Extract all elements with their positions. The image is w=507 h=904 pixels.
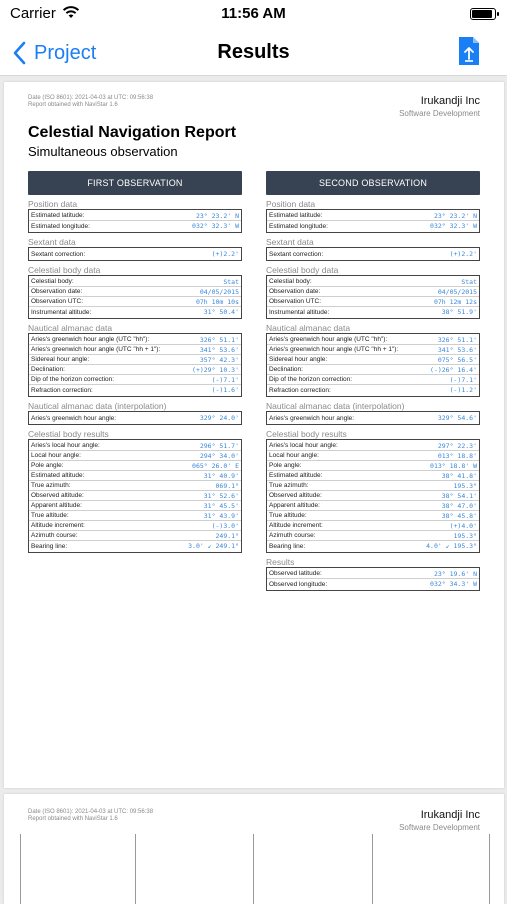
second-observation-column	[266, 171, 480, 591]
row-value: (+)2.2'	[211, 250, 239, 258]
table-row	[267, 451, 479, 461]
row-label: Refraction correction:	[269, 386, 331, 394]
row-label: Sextant correction:	[31, 250, 86, 258]
data-table	[28, 209, 242, 233]
row-label: True altitude:	[31, 512, 69, 519]
table-row	[29, 441, 241, 451]
row-label: Local hour angle:	[31, 452, 81, 459]
row-label: Estimated altitude:	[269, 472, 323, 479]
row-label: Bearing line:	[269, 542, 306, 550]
row-value: 326° 51.1'	[199, 335, 239, 344]
row-label: Pole angle:	[269, 462, 302, 469]
section-title: Position data	[28, 199, 78, 209]
table-row	[267, 501, 479, 511]
data-table	[266, 333, 480, 397]
row-label: Azimuth course:	[31, 532, 78, 539]
section-title: Nautical almanac data	[28, 323, 113, 333]
row-value: (-)1.6'	[211, 386, 239, 394]
data-table	[266, 247, 480, 261]
row-label: Aries's local hour angle:	[269, 442, 338, 449]
table-row	[267, 211, 479, 221]
row-value: 069.1°	[215, 481, 239, 490]
back-button-label: Project	[34, 41, 97, 64]
data-table	[266, 411, 480, 425]
row-label: Aries's local hour angle:	[31, 442, 100, 449]
table-row	[267, 355, 479, 365]
row-value: 249.1°	[215, 531, 239, 540]
table-row	[267, 461, 479, 471]
data-table	[28, 439, 242, 553]
table-row	[29, 307, 241, 317]
report-page-1	[4, 82, 504, 788]
row-value: 31° 43.9'	[203, 511, 239, 520]
section-title: Celestial body data	[28, 265, 101, 275]
carrier-label: Carrier	[10, 5, 56, 22]
report-date: Date (ISO 8601): 2021-04-03 at UTC: 09:56:38	[28, 95, 154, 101]
first-observation-button[interactable]: FIRST OBSERVATION	[28, 171, 242, 195]
row-label: Pole angle:	[31, 462, 64, 469]
table-row	[267, 511, 479, 521]
row-label: Estimated longitude:	[31, 222, 90, 230]
section-title: Celestial body data	[266, 265, 339, 275]
row-value: 04/05/2015	[199, 287, 239, 296]
row-label: Apparent altitude:	[31, 502, 82, 509]
row-value: 294° 34.0'	[199, 451, 239, 460]
section-title: Nautical almanac data	[266, 323, 351, 333]
row-label: Estimated longitude:	[269, 222, 328, 230]
row-label: Altitude increment:	[31, 522, 85, 529]
table-row	[267, 375, 479, 385]
row-value: 23° 23.2' N	[195, 211, 239, 220]
table-row	[267, 297, 479, 307]
row-value: 065° 26.0' E	[192, 461, 239, 470]
data-table	[266, 567, 480, 591]
row-label: Celestial body:	[269, 278, 312, 285]
table-row	[267, 335, 479, 345]
data-table	[28, 247, 242, 261]
row-value: 195.3°	[453, 531, 477, 540]
row-label: Dip of the horizon correction:	[269, 376, 353, 383]
company-subtitle: Software Development	[399, 823, 480, 832]
row-value: 329° 24.0'	[199, 414, 239, 422]
row-value: (-)7.1'	[449, 375, 477, 384]
table-row	[29, 451, 241, 461]
table-row	[29, 221, 241, 231]
row-value: 31° 40.9'	[203, 471, 239, 480]
row-value: 341° 53.6'	[199, 345, 239, 354]
row-label: Local hour angle:	[269, 452, 319, 459]
page-2-grid	[20, 834, 490, 904]
table-row	[29, 375, 241, 385]
row-label: True azimuth:	[269, 482, 309, 489]
row-label: Estimated latitude:	[31, 212, 85, 219]
section-title: Celestial body results	[266, 429, 347, 439]
row-value: 013° 18.8' W	[430, 461, 477, 470]
row-value: (-)26° 16.4'	[430, 365, 477, 374]
table-row	[267, 441, 479, 451]
report-title: Celestial Navigation Report	[28, 124, 237, 141]
data-table	[266, 275, 480, 319]
row-label: Refraction correction:	[31, 386, 93, 394]
report-subtitle: Simultaneous observation	[28, 144, 178, 159]
section-title: Position data	[266, 199, 316, 209]
table-row	[29, 521, 241, 531]
table-row	[29, 501, 241, 511]
table-row	[29, 335, 241, 345]
data-table	[28, 411, 242, 425]
row-value: 38° 54.1'	[441, 491, 477, 500]
row-label: True azimuth:	[31, 482, 71, 489]
row-value: 31° 52.6'	[203, 491, 239, 500]
section-title: Sextant data	[28, 237, 76, 247]
status-bar	[0, 0, 507, 30]
table-row	[29, 481, 241, 491]
row-value: 23° 23.2' N	[433, 211, 477, 220]
row-label: Sidereal hour angle:	[31, 356, 90, 363]
table-row	[29, 491, 241, 501]
table-row	[267, 521, 479, 531]
section-title: Nautical almanac data (interpolation)	[28, 401, 167, 411]
row-value: 38° 45.8'	[441, 511, 477, 520]
row-label: Declination:	[31, 366, 65, 373]
row-label: Observed altitude:	[269, 492, 322, 499]
row-label: Observation UTC:	[269, 298, 322, 305]
company-name: Irukandji Inc	[420, 809, 480, 821]
row-value: 31° 45.5'	[203, 501, 239, 510]
row-label: Observation UTC:	[31, 298, 84, 305]
row-value: 4.0' ↙ 195.3°	[426, 542, 477, 550]
report-obtained: Report obtained with NaviStar 1.6	[28, 816, 118, 822]
table-row	[29, 277, 241, 287]
row-label: Sidereal hour angle:	[269, 356, 328, 363]
row-value: 3.0' ↙ 249.1°	[188, 542, 239, 550]
table-row	[29, 531, 241, 541]
row-value: 296° 51.7'	[199, 441, 239, 450]
row-label: Altitude increment:	[269, 522, 323, 529]
row-value: (-)3.0'	[211, 521, 239, 530]
table-row	[29, 365, 241, 375]
row-label: Aries's greenwich hour angle:	[269, 414, 355, 422]
table-row	[29, 249, 241, 259]
table-row	[29, 413, 241, 423]
row-value: 31° 50.4'	[203, 308, 239, 316]
row-value: 357° 42.3'	[199, 355, 239, 364]
data-table	[266, 439, 480, 553]
table-row	[267, 471, 479, 481]
company-name: Irukandji Inc	[420, 95, 480, 107]
data-table	[28, 333, 242, 397]
table-row	[29, 511, 241, 521]
table-row	[267, 385, 479, 395]
row-label: Instrumental altitude:	[269, 308, 330, 316]
data-table	[28, 275, 242, 319]
row-value: 341° 53.6'	[437, 345, 477, 354]
first-observation-column	[28, 171, 242, 553]
row-value: 032° 34.3' W	[430, 580, 477, 588]
row-value: 23° 19.6' N	[433, 569, 477, 578]
table-row	[29, 211, 241, 221]
row-value: (+)2.2'	[449, 250, 477, 258]
battery-icon	[470, 8, 496, 20]
row-value: (-)1.2'	[449, 386, 477, 394]
table-row	[267, 579, 479, 589]
table-row	[29, 471, 241, 481]
report-obtained: Report obtained with NaviStar 1.6	[28, 102, 118, 108]
page-title: Results	[217, 41, 290, 63]
row-value: (-)7.1'	[211, 375, 239, 384]
table-row	[267, 221, 479, 231]
row-value: Stat	[223, 277, 239, 286]
row-value: 38° 41.8'	[441, 471, 477, 480]
row-label: Declination:	[269, 366, 303, 373]
table-row	[29, 541, 241, 551]
row-value: 07h 12m 12s	[433, 297, 477, 306]
table-row	[267, 541, 479, 551]
row-label: Observed longitude:	[269, 580, 328, 588]
row-label: Bearing line:	[31, 542, 68, 550]
table-row	[267, 249, 479, 259]
table-row	[29, 287, 241, 297]
table-row	[267, 287, 479, 297]
table-row	[29, 355, 241, 365]
row-value: 38° 51.9'	[441, 308, 477, 316]
row-label: Celestial body:	[31, 278, 74, 285]
table-row	[267, 307, 479, 317]
row-label: Aries's greenwich hour angle (UTC "hh + 1"):	[31, 346, 161, 353]
row-value: 07h 10m 10s	[195, 297, 239, 306]
section-title: Nautical almanac data (interpolation)	[266, 401, 405, 411]
row-label: Aries's greenwich hour angle (UTC "hh"):	[269, 336, 388, 343]
table-row	[267, 345, 479, 355]
row-value: 38° 47.0'	[441, 501, 477, 510]
row-value: 032° 32.3' W	[430, 222, 477, 230]
table-row	[29, 345, 241, 355]
table-row	[267, 481, 479, 491]
navigation-bar	[0, 30, 507, 76]
row-label: Sextant correction:	[269, 250, 324, 258]
table-row	[267, 569, 479, 579]
row-label: Observed latitude:	[269, 570, 322, 577]
table-row	[267, 413, 479, 423]
report-date: Date (ISO 8601): 2021-04-03 at UTC: 09:56:38	[28, 809, 154, 815]
section-title: Celestial body results	[28, 429, 109, 439]
row-value: 326° 51.1'	[437, 335, 477, 344]
section-title: Results	[266, 557, 295, 567]
table-row	[267, 277, 479, 287]
row-value: 013° 18.8'	[437, 451, 477, 460]
row-value: Stat	[461, 277, 477, 286]
table-row	[267, 491, 479, 501]
row-value: 195.3°	[453, 481, 477, 490]
row-label: Observed altitude:	[31, 492, 84, 499]
first-observation-sections	[28, 200, 242, 553]
row-label: Aries's greenwich hour angle:	[31, 414, 117, 422]
table-row	[29, 461, 241, 471]
table-row	[29, 297, 241, 307]
second-observation-button[interactable]: SECOND OBSERVATION	[266, 171, 480, 195]
row-label: Azimuth course:	[269, 532, 316, 539]
row-label: True altitude:	[269, 512, 307, 519]
row-value: 032° 32.3' W	[192, 222, 239, 230]
row-label: Instrumental altitude:	[31, 308, 92, 316]
row-value: (+)4.0'	[449, 521, 477, 530]
row-label: Aries's greenwich hour angle (UTC "hh"):	[31, 336, 150, 343]
table-row	[267, 365, 479, 375]
row-label: Observation date:	[269, 288, 321, 295]
second-observation-sections	[266, 200, 480, 591]
data-table	[266, 209, 480, 233]
row-label: Apparent altitude:	[269, 502, 320, 509]
table-row	[267, 531, 479, 541]
company-subtitle: Software Development	[399, 109, 480, 118]
status-time: 11:56 AM	[221, 5, 286, 22]
report-page-2	[4, 794, 504, 904]
row-label: Observation date:	[31, 288, 83, 295]
row-value: 297° 22.3'	[437, 441, 477, 450]
row-value: (+)29° 10.3'	[192, 365, 239, 374]
table-row	[29, 385, 241, 395]
row-label: Estimated altitude:	[31, 472, 85, 479]
row-label: Aries's greenwich hour angle (UTC "hh + 1"):	[269, 346, 399, 353]
row-value: 04/05/2015	[437, 287, 477, 296]
share-pdf-icon[interactable]	[458, 36, 480, 66]
row-value: 329° 54.6'	[437, 414, 477, 422]
section-title: Sextant data	[266, 237, 314, 247]
row-label: Dip of the horizon correction:	[31, 376, 115, 383]
row-value: 075° 56.5'	[437, 355, 477, 364]
row-label: Estimated latitude:	[269, 212, 323, 219]
